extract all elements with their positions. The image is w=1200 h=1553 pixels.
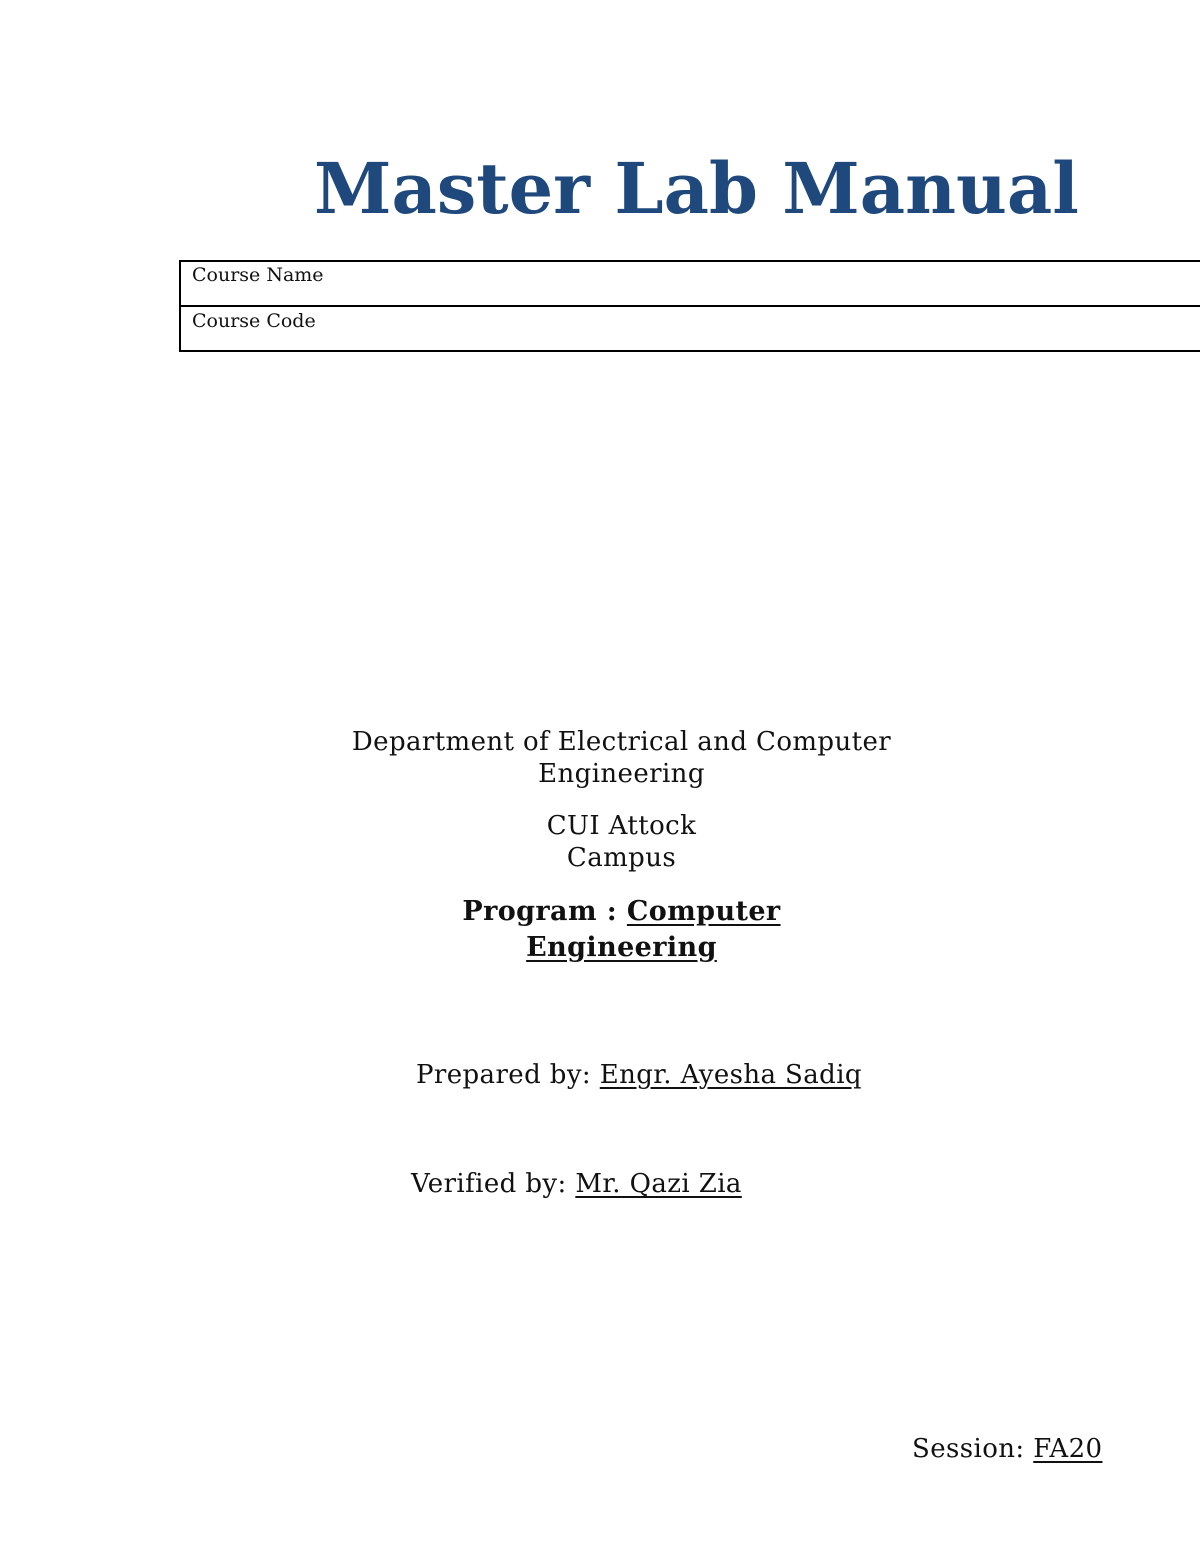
session-label: Session: [912,1434,1034,1464]
program-line-1 [320,894,923,930]
course-code-label: Course Code [192,310,316,332]
verified-by [411,1168,742,1200]
verified-by-label: Verified by: [411,1169,576,1199]
program-value-line-1: Computer [626,896,781,927]
program-line-2 [320,930,923,966]
campus-line-1: CUI Attock [546,811,697,841]
verified-by-value: Mr. Qazi Zia [575,1169,742,1199]
course-name-label: Course Name [192,264,324,286]
campus-line-2: Campus [566,843,677,873]
prepared-by [416,1059,862,1091]
program-label: Program [462,896,597,927]
campus-block [320,810,923,874]
department-block [320,726,923,790]
prepared-by-label: Prepared by: [416,1060,600,1090]
department-line-1: Department of Electrical and Computer [351,727,892,757]
session [912,1433,1102,1465]
course-name-row [181,262,1200,307]
course-info-table [179,260,1200,352]
program-block [320,894,923,966]
document-title: Master Lab Manual [314,147,1079,230]
prepared-by-value: Engr. Ayesha Sadiq [599,1060,862,1090]
department-line-2: Engineering [538,759,705,789]
program-value-line-2: Engineering [526,932,717,963]
session-value: FA20 [1033,1434,1103,1464]
program-separator: : [596,896,627,927]
course-code-row [181,308,1200,353]
